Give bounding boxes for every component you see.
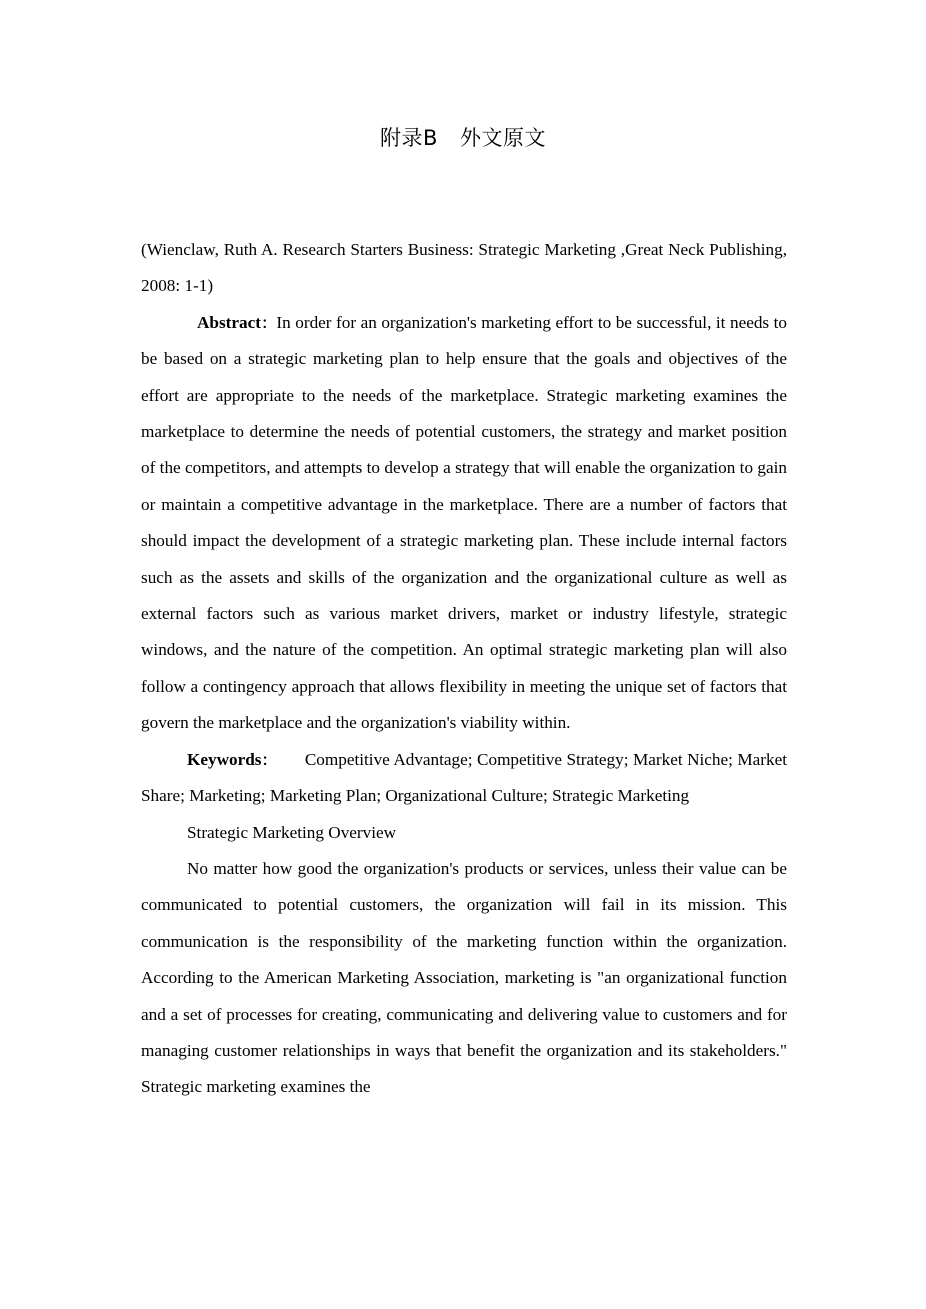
keywords-colon: ： — [261, 750, 277, 769]
keywords-text: Competitive Advantage; Competitive Strategy; Market Niche; Market Share; Marketing; Marketing Plan; Organizational Culture; Strategic Marketing — [141, 749, 787, 806]
keywords-paragraph — [141, 742, 787, 815]
section-title: Strategic Marketing Overview — [187, 822, 397, 842]
appendix-label: 附录 — [380, 126, 424, 150]
citation: (Wienclaw, Ruth A. Research Starters Business: Strategic Marketing ,Great Neck Publishing, 2008: 1-1) — [141, 240, 787, 296]
keywords-label: Keywords — [187, 749, 262, 769]
abstract-text: In order for an organization's marketing effort to be successful, it needs to be based on a strategic marketing plan to help ensure that the goals and objectives of the effort are appropriate to the needs of the marketplace. Strategic marketing examines the marketplace to determine the needs of potential customers, the strategy and market position of the competitors, and attempts to develop a strategy that will enable the organization to gain or maintain a competitive advantage in the marketplace. There are a number of factors that should impact the development of a strategic marketing plan. These include internal factors such as the assets and skills of the organization and the organizational culture as well as external factors such as various market drivers, market or industry lifestyle, strategic windows, and the nature of the competition. An optimal strategic marketing plan will also follow a contingency approach that allows flexibility in meeting the unique set of factors that govern the marketplace and the organization's viability within. — [141, 312, 787, 733]
appendix-heading — [0, 122, 926, 152]
document-body — [141, 232, 787, 1106]
appendix-title: 外文原文 — [459, 126, 546, 150]
abstract-colon: ： — [260, 313, 277, 332]
abstract-label: Abstract — [197, 312, 261, 332]
abstract-paragraph — [141, 305, 787, 742]
body-paragraph: No matter how good the organization's products or services, unless their value can be communicated to potential customers, the organization will fail in its mission. This communication is the responsibility of the marketing function within the organization. According to the American Marketing Association, marketing is "an organizational function and a set of processes for creating, communicating and delivering value to customers and for managing customer relationships in ways that benefit the organization and its stakeholders." Strategic marketing examines the — [141, 858, 787, 1097]
appendix-code: B — [423, 126, 438, 150]
